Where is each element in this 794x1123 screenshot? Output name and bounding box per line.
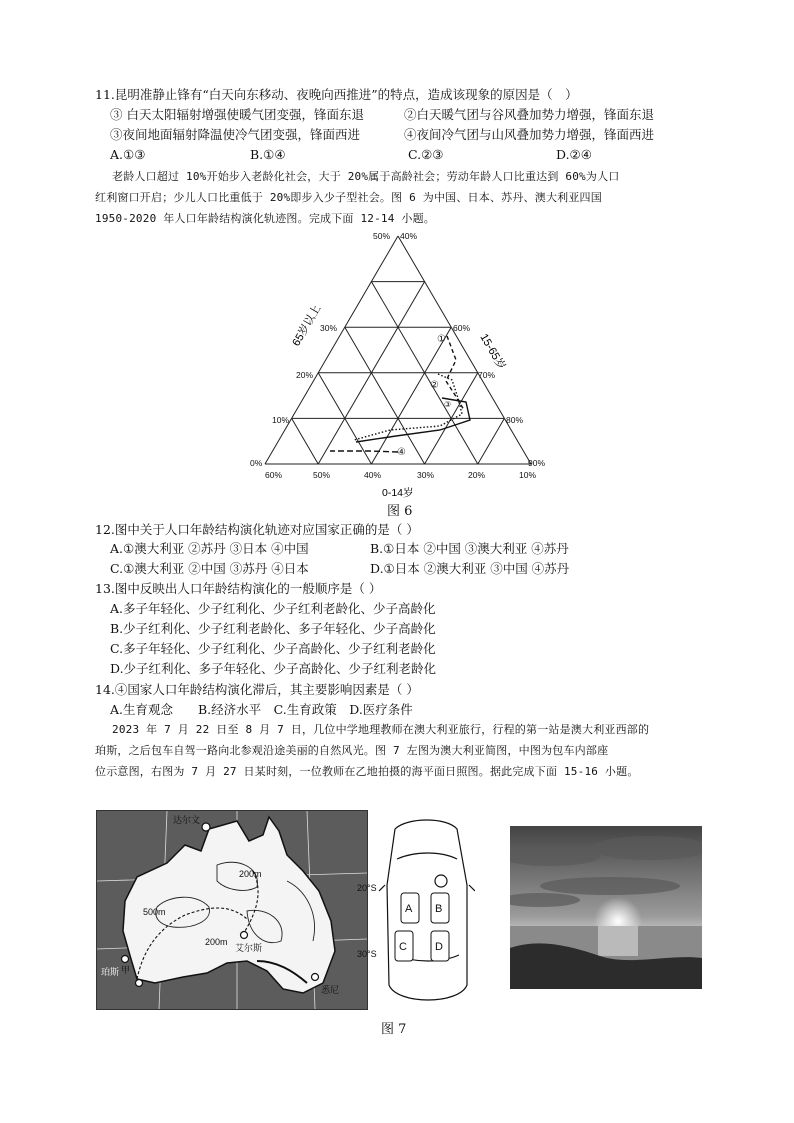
q14-stem: 14.④国家人口年龄结构演化滞后，其主要影响因素是（ ） <box>95 682 419 697</box>
q11-statement-2: ②白天暖气团与谷风叠加势力增强，锋面东退 <box>404 107 655 122</box>
jia-marker <box>136 980 143 987</box>
q11-choice-d[interactable]: D.②④ <box>556 147 592 162</box>
intro1-line-3: 1950-2020 年人口年龄结构演化轨迹图。完成下面 12-14 小题。 <box>95 212 435 225</box>
marker-1: ① <box>437 334 446 345</box>
map-label-contour-200m-b: 200m <box>205 937 228 947</box>
q13-choice-c[interactable]: C.多子年轻化、少子红利化、少子高龄化、少子红利老龄化 <box>110 641 436 656</box>
left-tick-10: 10% <box>272 415 290 425</box>
q11-statement-4: ④夜间冷气团与山风叠加势力增强，锋面西进 <box>404 127 655 142</box>
right-tick-40: 40% <box>400 231 418 241</box>
left-tick-20: 20% <box>296 370 314 380</box>
bottom-tick-40: 40% <box>364 470 382 480</box>
bottom-tick-60: 60% <box>265 470 283 480</box>
q12-choice-c[interactable]: C.①澳大利亚 ②中国 ③苏丹 ④日本 <box>110 561 309 576</box>
q13-stem: 13.图中反映出人口年龄结构演化的一般顺序是（ ） <box>95 581 382 596</box>
map-label-contour-500m: 500m <box>143 907 166 917</box>
sunset-photo <box>510 826 702 989</box>
q11-choice-b[interactable]: B.①④ <box>250 147 286 162</box>
australia-map <box>96 810 368 1010</box>
left-tick-30: 30% <box>320 323 338 333</box>
figure-7-caption: 图 7 <box>381 1022 407 1037</box>
q11-stem: 11.昆明准静止锋有“白天向东移动、夜晚向西推进”的特点，造成该现象的原因是（ ） <box>95 87 578 102</box>
q13-choice-d[interactable]: D.少子红利化、多子年轻化、少子高龄化、少子红利老龄化 <box>110 661 437 676</box>
marker-3: ③ <box>444 400 452 409</box>
top-label: 50% <box>373 231 391 241</box>
intro2-line-1: 2023 年 7 月 22 日至 8 月 7 日，几位中学地理教师在澳大利亚旅行，行程的第一站是澳大利亚西部的 <box>112 723 650 736</box>
marker-2: ② <box>430 380 439 391</box>
darwin-marker <box>202 823 210 831</box>
q11-statement-1: ③ 白天太阳辐射增强使暖气团变强，锋面东退 <box>110 107 364 122</box>
figure-6-caption: 图 6 <box>387 504 413 519</box>
right-axis-label: 15-65岁 <box>477 331 508 372</box>
car-body <box>387 820 467 1000</box>
right-tick-70: 70% <box>478 370 496 380</box>
trajectories <box>330 336 470 452</box>
q12-choice-a[interactable]: A.①澳大利亚 ②苏丹 ③日本 ④中国 <box>110 541 309 556</box>
right-tick-80: 80% <box>506 415 524 425</box>
q14-choices[interactable]: A.生育观念 B.经济水平 C.生育政策 D.医疗条件 <box>110 702 413 717</box>
seat-label-b: B <box>435 903 443 915</box>
seat-label-c: C <box>399 941 407 953</box>
left-tick-0: 0% <box>250 458 263 468</box>
seat-label-a: A <box>405 903 413 915</box>
bottom-tick-10: 10% <box>519 470 537 480</box>
q12-choice-b[interactable]: B.①日本 ②中国 ③澳大利亚 ④苏丹 <box>370 541 569 556</box>
left-axis-label: 65岁以上 <box>290 303 324 349</box>
map-label-alice: 艾尔斯 <box>235 943 263 953</box>
right-tick-90: 90% <box>528 458 546 468</box>
australia-landmass <box>123 817 335 993</box>
q13-choice-b[interactable]: B.少子红利化、少子红利老龄化、多子年轻化、少子高龄化 <box>110 621 436 636</box>
map-label-sydney: 悉尼 <box>321 985 340 995</box>
lat-label-20s: 20°S <box>357 883 377 893</box>
bottom-tick-50: 50% <box>313 470 331 480</box>
q11-statement-3: ③夜间地面辐射降温使冷气团变强，锋面西进 <box>110 127 361 142</box>
perth-marker <box>122 956 129 963</box>
alice-marker <box>241 932 248 939</box>
bottom-tick-30: 30% <box>417 470 435 480</box>
bottom-axis-label: 0-14岁 <box>382 487 414 499</box>
lat-label-30s: 30°S <box>357 949 377 959</box>
q11-choice-a[interactable]: A.①③ <box>110 147 146 162</box>
intro1-line-1: 老龄人口超过 10%开始步入老龄化社会，大于 20%属于高龄社会；劳动年龄人口比重达到 60%为人口 <box>112 170 620 183</box>
map-label-perth: 珀斯 <box>101 967 120 977</box>
australia-map-graphic <box>97 811 367 1009</box>
intro2-line-3: 位示意图，右图为 7 月 27 日某时刻，一位教师在乙地拍摄的海平面日照图。据此完成下面 15-16 小题。 <box>95 765 639 778</box>
q11-choice-c[interactable]: C.②③ <box>408 147 444 162</box>
car-seat-diagram <box>355 815 475 1010</box>
sydney-marker <box>312 974 319 981</box>
marker-4: ④ <box>397 447 406 458</box>
seat-label-d: D <box>435 941 443 953</box>
map-label-contour-200m-a: 200m <box>239 869 262 879</box>
right-tick-60: 60% <box>453 323 471 333</box>
figure-6-ternary-diagram <box>240 228 560 518</box>
q13-choice-a[interactable]: A.多子年轻化、少子红利化、少子红利老龄化、少子高龄化 <box>110 601 436 616</box>
map-label-jia: 甲 <box>121 965 131 975</box>
q12-choice-d[interactable]: D.①日本 ②澳大利亚 ③中国 ④苏丹 <box>370 561 570 576</box>
intro1-line-2: 红利窗口开启；少儿人口比重低于 20%即步入少子型社会。图 6 为中国、日本、苏丹、澳大利亚四国 <box>95 191 602 204</box>
map-label-darwin: 达尔文 <box>173 815 201 825</box>
steering-wheel <box>435 875 447 887</box>
q12-stem: 12.图中关于人口年龄结构演化轨迹对应国家正确的是（ ） <box>95 522 419 537</box>
intro2-line-2: 珀斯，之后包车自驾一路向北参观沿途美丽的自然风光。图 7 左图为澳大利亚简图，中图为包车内部座 <box>95 744 609 757</box>
bottom-tick-20: 20% <box>468 470 486 480</box>
